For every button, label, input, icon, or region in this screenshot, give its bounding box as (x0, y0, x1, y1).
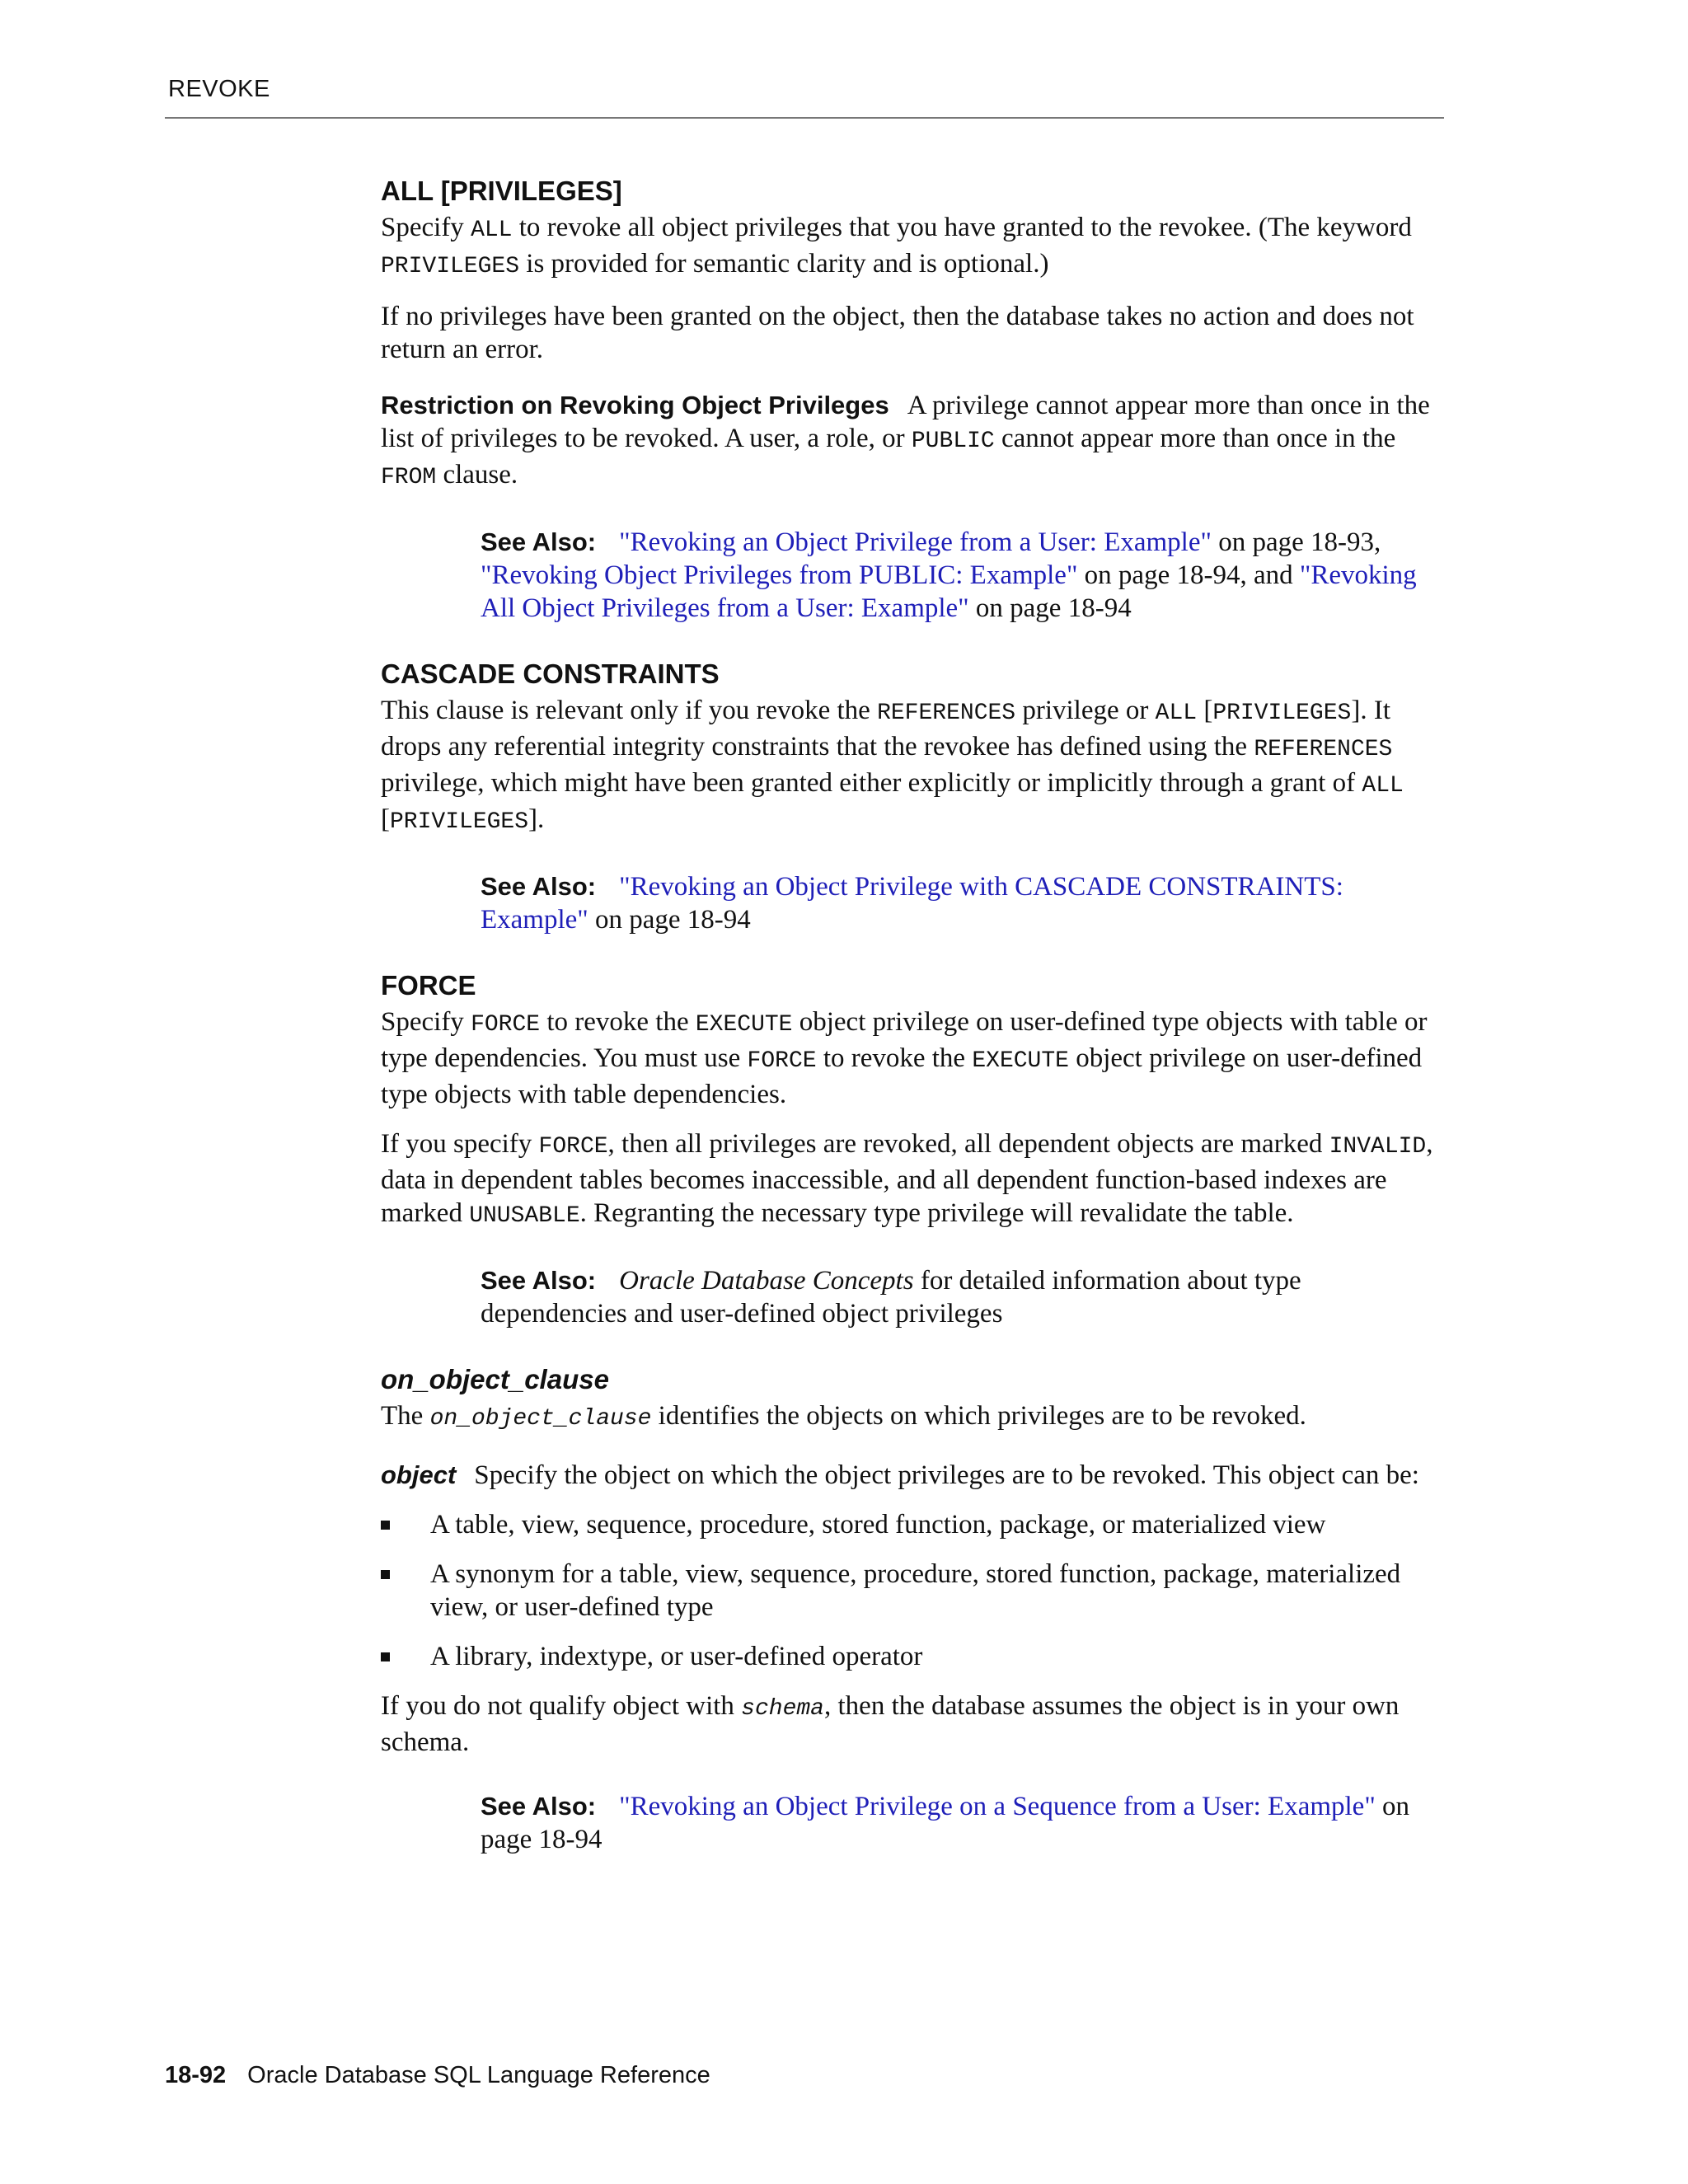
see-also-note: See Also: "Revoking an Object Privilege from a User: Example" on page 18-93, "Revoking Object Privileges from PUBLIC: Example" on page 18-94, and "Revoking All Object Privileges from a User: Example" on page 18-94 (481, 527, 1417, 623)
cross-reference-link[interactable]: "Revoking an Object Privilege from a User: Example" (619, 527, 1212, 557)
page-footer (165, 2062, 710, 2089)
see-also-label: See Also: (481, 1792, 597, 1821)
paragraph: Specify FORCE to revoke the EXECUTE object privilege on user-defined type objects with table or type dependencies. You must use FORCE to revoke the EXECUTE object privilege on user-defined type objects with table dependencies. (381, 1007, 1428, 1109)
paragraph: If you do not qualify object with schema, then the database assumes the object is in your own schema. (381, 1691, 1400, 1757)
list-item: A library, indextype, or user-defined operator (381, 1640, 1444, 1673)
see-also-label: See Also: (481, 527, 597, 556)
see-also-label: See Also: (481, 1266, 597, 1295)
running-head: REVOKE (168, 76, 270, 102)
paragraph: If you specify FORCE, then all privileges are revoked, all dependent objects are marked INVALID, data in dependent tables becomes inaccessible, and all dependent function-based indexes are marked UNUSABLE. Regranting the necessary type privilege will revalidate the table. (381, 1129, 1433, 1229)
section-heading-force: FORCE (381, 970, 476, 1001)
bullet-icon (381, 1521, 390, 1530)
restriction-label: Restriction on Revoking Object Privileges (381, 391, 889, 419)
paragraph: If no privileges have been granted on the object, then the database takes no action and does not return an error. (381, 302, 1414, 364)
cross-reference-link[interactable]: "Revoking All Object Privileges from a User: Example" (481, 560, 1417, 623)
paragraph: Specify ALL to revoke all object privileges that you have granted to the revokee. (The keyword PRIVILEGES is provided for semantic clarity and is optional.) (381, 213, 1412, 279)
bullet-icon (381, 1570, 390, 1579)
see-also-note: See Also: Oracle Database Concepts for detailed information about type dependencies and user-defined object privileges (481, 1266, 1301, 1329)
cross-reference-link[interactable]: "Revoking an Object Privilege with CASCADE CONSTRAINTS: Example" (481, 872, 1343, 935)
see-also-note: See Also: "Revoking an Object Privilege on a Sequence from a User: Example" on page 18-94 (481, 1792, 1410, 1854)
object-paragraph: object Specify the object on which the object privileges are to be revoked. This object can be: (381, 1460, 1419, 1490)
object-type-list (381, 1508, 1444, 1673)
cross-reference-link[interactable]: "Revoking an Object Privilege on a Sequence from a User: Example" (619, 1792, 1376, 1821)
bullet-icon (381, 1652, 390, 1661)
list-item: A table, view, sequence, procedure, stored function, package, or materialized view (381, 1508, 1444, 1541)
book-title-reference: Oracle Database Concepts (619, 1266, 914, 1296)
section-heading-on-object-clause: on_object_clause (381, 1364, 609, 1394)
see-also-label: See Also: (481, 872, 597, 901)
page-number: 18-92 (165, 2062, 227, 2088)
section-heading-all-privileges: ALL [PRIVILEGES] (381, 176, 622, 206)
restriction-paragraph: Restriction on Revoking Object Privileges A privilege cannot appear more than once in the list of privileges to be revoked. A user, a role, or PUBLIC cannot appear more than once in the FROM clause. (381, 391, 1430, 490)
paragraph: The on_object_clause identifies the objects on which privileges are to be revoked. (381, 1401, 1306, 1432)
book-title: Oracle Database SQL Language Reference (247, 2062, 710, 2088)
page-header (165, 76, 1444, 119)
page-content (381, 173, 1444, 1887)
object-label: object (381, 1460, 457, 1489)
section-heading-cascade-constraints: CASCADE CONSTRAINTS (381, 658, 720, 689)
paragraph: This clause is relevant only if you revoke the REFERENCES privilege or ALL [PRIVILEGES]. It drops any referential integrity constraints that the revokee has defined using the REFERENCES privilege, which might have been granted either explicitly or implicitly through a grant of ALL [PRIVILEGES]. (381, 696, 1404, 835)
cross-reference-link[interactable]: "Revoking Object Privileges from PUBLIC: Example" (481, 560, 1078, 590)
see-also-note: See Also: "Revoking an Object Privilege with CASCADE CONSTRAINTS: Example" on page 18-94 (481, 872, 1343, 935)
list-item: A synonym for a table, view, sequence, procedure, stored function, package, materialized view, or user-defined type (381, 1558, 1444, 1624)
